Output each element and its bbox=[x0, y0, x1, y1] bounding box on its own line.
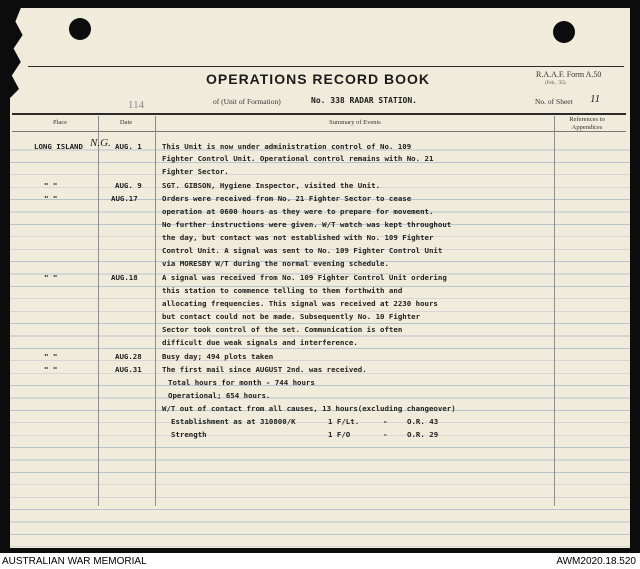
header-rule-bottom bbox=[12, 113, 626, 115]
entry-line: SGT. GIBSON, Hygiene Inspector, visited the Unit. bbox=[162, 181, 381, 190]
entry-line: via MORESBY W/T during the normal evening schedule. bbox=[162, 259, 389, 268]
archive-caption-left: AUSTRALIAN WAR MEMORIAL bbox=[2, 556, 147, 567]
sheet-number: 11 bbox=[590, 93, 601, 105]
entry-line: The first mail since AUGUST 2nd. was received. bbox=[162, 365, 367, 374]
column-head-date: Date bbox=[119, 119, 133, 126]
wt-out-of-contact: W/T out of contact from all causes, 13 hours(excluding changeover) bbox=[162, 404, 456, 413]
strength-dash: - bbox=[383, 430, 388, 439]
entry-line: difficult due weak signals and interference. bbox=[162, 338, 358, 347]
entry-date: AUG.18 bbox=[111, 273, 138, 282]
entry-line: Control Unit. A signal was sent to No. 109 Fighter Control Unit bbox=[162, 246, 443, 255]
establishment-officer: 1 F/Lt. bbox=[328, 417, 360, 426]
entry-date: AUG.17 bbox=[111, 194, 138, 203]
punch-hole-right bbox=[553, 21, 575, 43]
entry-place-handwritten: N.G. bbox=[90, 137, 111, 149]
entry-place: " " bbox=[44, 273, 58, 282]
entry-place: " " bbox=[44, 194, 58, 203]
sheet-label: No. of Sheet bbox=[535, 97, 573, 106]
page-title: OPERATIONS RECORD BOOK bbox=[206, 71, 430, 87]
strength-label: Strength bbox=[171, 430, 207, 439]
entry-line: the day, but contact was not established with No. 109 Fighter bbox=[162, 233, 434, 242]
entry-date: AUG.28 bbox=[115, 352, 142, 361]
unit-value: No. 338 RADAR STATION. bbox=[311, 96, 417, 105]
entry-line: this station to commence telling to them forthwith and bbox=[162, 286, 403, 295]
establishment-or: O.R. 43 bbox=[407, 417, 439, 426]
entry-place: LONG ISLAND bbox=[34, 142, 83, 151]
entry-line: Sector took control of the set. Communication is often bbox=[162, 325, 403, 334]
entry-line: but contact could not be made. Subsequently No. 10 Fighter bbox=[162, 312, 421, 321]
entry-line: Busy day; 494 plots taken bbox=[162, 352, 274, 361]
entry-date: AUG. 9 bbox=[115, 181, 142, 190]
column-head-place: Place bbox=[52, 119, 68, 126]
entry-place: " " bbox=[44, 181, 58, 190]
entry-place: " " bbox=[44, 365, 58, 374]
punch-hole-left bbox=[69, 18, 91, 40]
header-rule-top bbox=[28, 66, 624, 67]
column-divider-place bbox=[98, 116, 99, 506]
entry-line: Fighter Control Unit. Operational control remains with No. 21 bbox=[162, 154, 434, 163]
entry-line: Orders were received from No. 21 Fighter Sector to cease bbox=[162, 194, 412, 203]
column-divider-date bbox=[155, 116, 156, 506]
column-head-rule bbox=[12, 131, 626, 132]
entry-line: No further instructions were given. W/T watch was kept throughout bbox=[162, 220, 452, 229]
entry-line: A signal was received from No. 109 Fighter Control Unit ordering bbox=[162, 273, 447, 282]
strength-or: O.R. 29 bbox=[407, 430, 439, 439]
operational-hours: Operational; 654 hours. bbox=[168, 391, 271, 400]
column-divider-summary bbox=[554, 116, 555, 506]
entry-place: " " bbox=[44, 352, 58, 361]
entry-date: AUG. 1 bbox=[115, 142, 142, 151]
entry-line: operation at 0600 hours as they were to prepare for movement. bbox=[162, 207, 434, 216]
unit-label: of (Unit of Formation) bbox=[213, 97, 281, 106]
entry-line: Fighter Sector. bbox=[162, 167, 229, 176]
pencil-note: 114 bbox=[128, 99, 145, 111]
form-number: R.A.A.F. Form A.50 bbox=[536, 70, 602, 79]
entry-line: allocating frequencies. This signal was received at 2230 hours bbox=[162, 299, 438, 308]
column-head-references: References to Appendices bbox=[569, 116, 605, 131]
establishment-label: Establishment as at 310800/K bbox=[171, 417, 296, 426]
total-hours: Total hours for month - 744 hours bbox=[168, 378, 315, 387]
entry-date: AUG.31 bbox=[115, 365, 142, 374]
archive-caption-right: AWM2020.18.520 bbox=[556, 556, 636, 567]
entry-line: This Unit is now under administration control of No. 109 bbox=[162, 142, 412, 151]
column-head-summary: Summary of Events bbox=[329, 119, 381, 126]
strength-officer: 1 F/O bbox=[328, 430, 351, 439]
form-revision: (Feb., '35) bbox=[545, 81, 566, 86]
establishment-dash: - bbox=[383, 417, 388, 426]
